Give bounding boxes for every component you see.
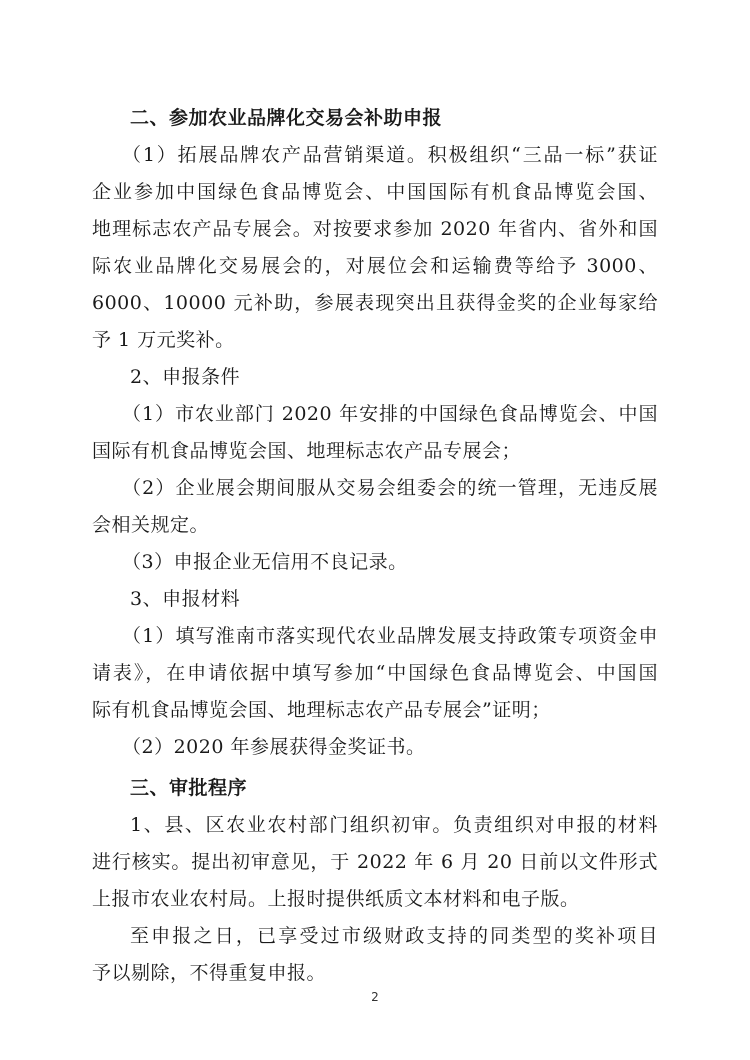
paragraph-line: 进行核实。提出初审意见，于 2022 年 6 月 20 日前以文件形式 [92,851,658,873]
paragraph-line: 会相关规定。 [92,514,210,536]
paragraph-line: （1）市农业部门 2020 年安排的中国绿色食品博览会、中国 [122,403,658,425]
paragraph-line: （2）2020 年参展获得金奖证书。 [122,736,426,758]
page-number: 2 [371,990,379,1004]
paragraph-line: （1）填写淮南市落实现代农业品牌发展支持政策专项资金申 [122,625,658,647]
section-3-heading: 三、审批程序 [130,777,248,799]
paragraph-line: 至申报之日，已享受过市级财政支持的同类型的奖补项目 [130,925,658,947]
paragraph-line: 1、县、区农业农村部门组织初审。负责组织对申报的材料 [130,814,658,836]
paragraph-line: 上报市农业农村局。上报时提供纸质文本材料和电子版。 [92,888,580,910]
paragraph-line: 予以剔除，不得重复申报。 [92,962,327,984]
paragraph-line: （3）申报企业无信用不良记录。 [122,551,408,573]
paragraph-line: 际农业品牌化交易展会的，对展位会和运输费等给予 3000、 [92,255,658,277]
materials-heading: 3、申报材料 [130,588,241,610]
paragraph-line: 6000、10000 元补助，参展表现突出且获得金奖的企业每家给 [92,292,658,314]
paragraph-line: （1）拓展品牌农产品营销渠道。积极组织“三品一标”获证 [122,144,658,166]
paragraph-line: 国际有机食品博览会国、地理标志农产品专展会； [92,440,522,462]
paragraph-line: 际有机食品博览会国、地理标志农产品专展会”证明； [92,699,551,721]
conditions-heading: 2、申报条件 [130,366,241,388]
paragraph-line: 地理标志农产品专展会。对按要求参加 2020 年省内、省外和国 [92,218,658,240]
paragraph-line: 予 1 万元奖补。 [92,329,235,351]
paragraph-line: 请表》，在申请依据中填写参加“中国绿色食品博览会、中国国 [92,662,658,684]
paragraph-line: 企业参加中国绿色食品博览会、中国国际有机食品博览会国、 [92,181,658,203]
document-body [92,100,658,992]
paragraph-line: （2）企业展会期间服从交易会组委会的统一管理，无违反展 [122,477,658,499]
section-2-heading: 二、参加农业品牌化交易会补助申报 [130,107,443,129]
